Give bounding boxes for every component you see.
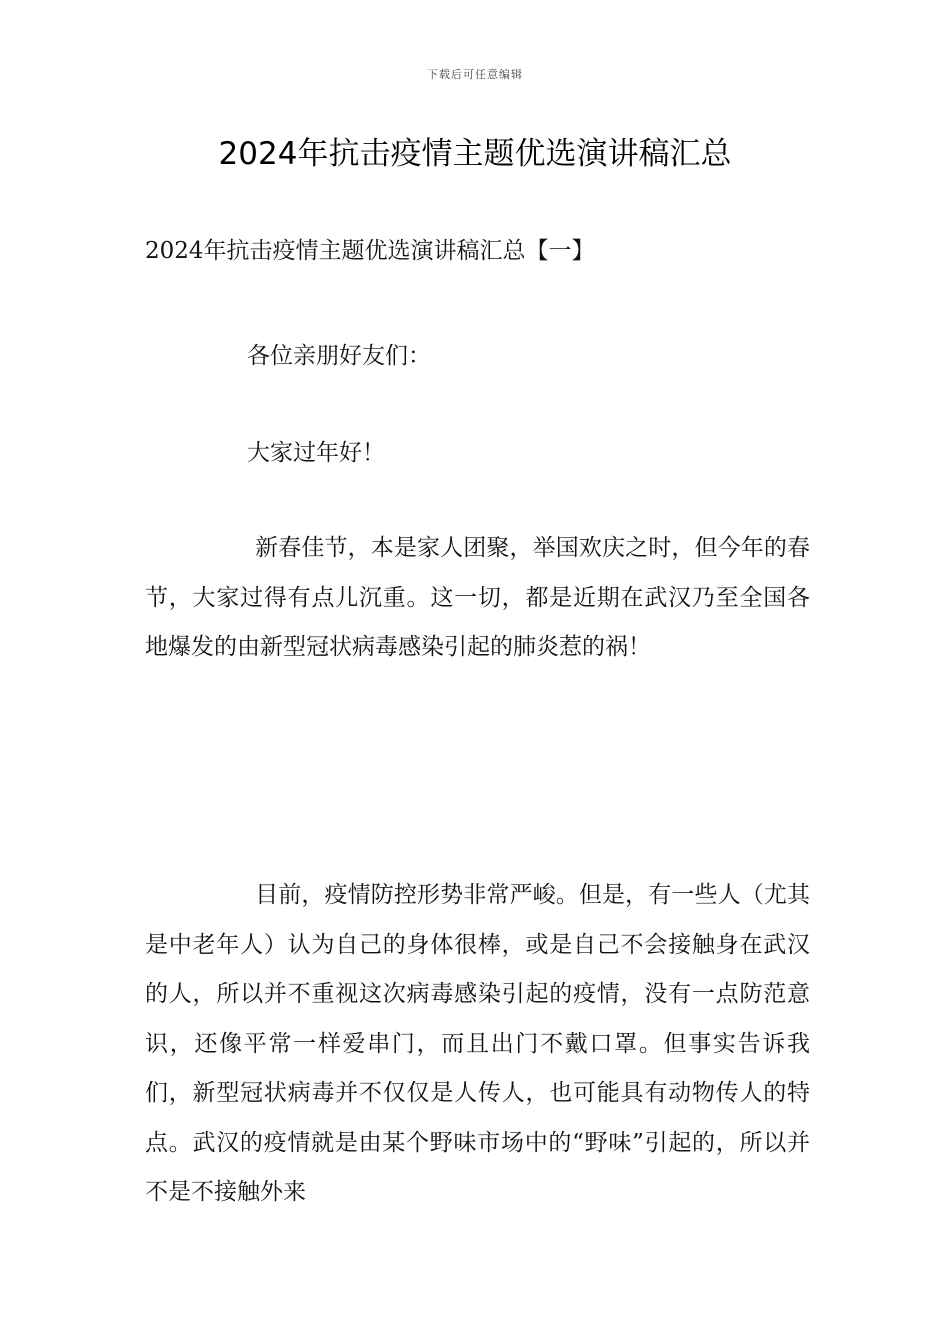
body-paragraph-1-text: 新春佳节，本是家人团聚，举国欢庆之时，但今年的春节，大家过得有点儿沉重。这一切，都是近期在武汉乃至全国各地爆发的由新型冠状病毒感染引起的肺炎惹的祸！ <box>145 535 810 660</box>
document-title: 2024年抗击疫情主题优选演讲稿汇总 <box>218 136 732 172</box>
body-paragraph-1 <box>145 524 810 673</box>
greeting-line: 各位亲朋好友们： <box>247 343 431 369</box>
new-year-line: 大家过年好！ <box>247 440 385 466</box>
header-note: 下载后可任意编辑 <box>427 68 523 81</box>
body-paragraph-2 <box>145 871 810 1218</box>
body-paragraph-2-text: 目前，疫情防控形势非常严峻。但是，有一些人（尤其是中老年人）认为自己的身体很棒，或是自己不会接触身在武汉的人，所以并不重视这次病毒感染引起的疫情，没有一点防范意识，还像平常一样爱串门，而且出门不戴口罩。但事实告诉我们，新型冠状病毒并不仅仅是人传人，也可能具有动物传人的特点。武汉的疫情就是由某个野味市场中的“野味”引起的，所以并不是不接触外来 <box>145 882 810 1205</box>
section-title: 2024年抗击疫情主题优选演讲稿汇总【一】 <box>145 238 595 264</box>
